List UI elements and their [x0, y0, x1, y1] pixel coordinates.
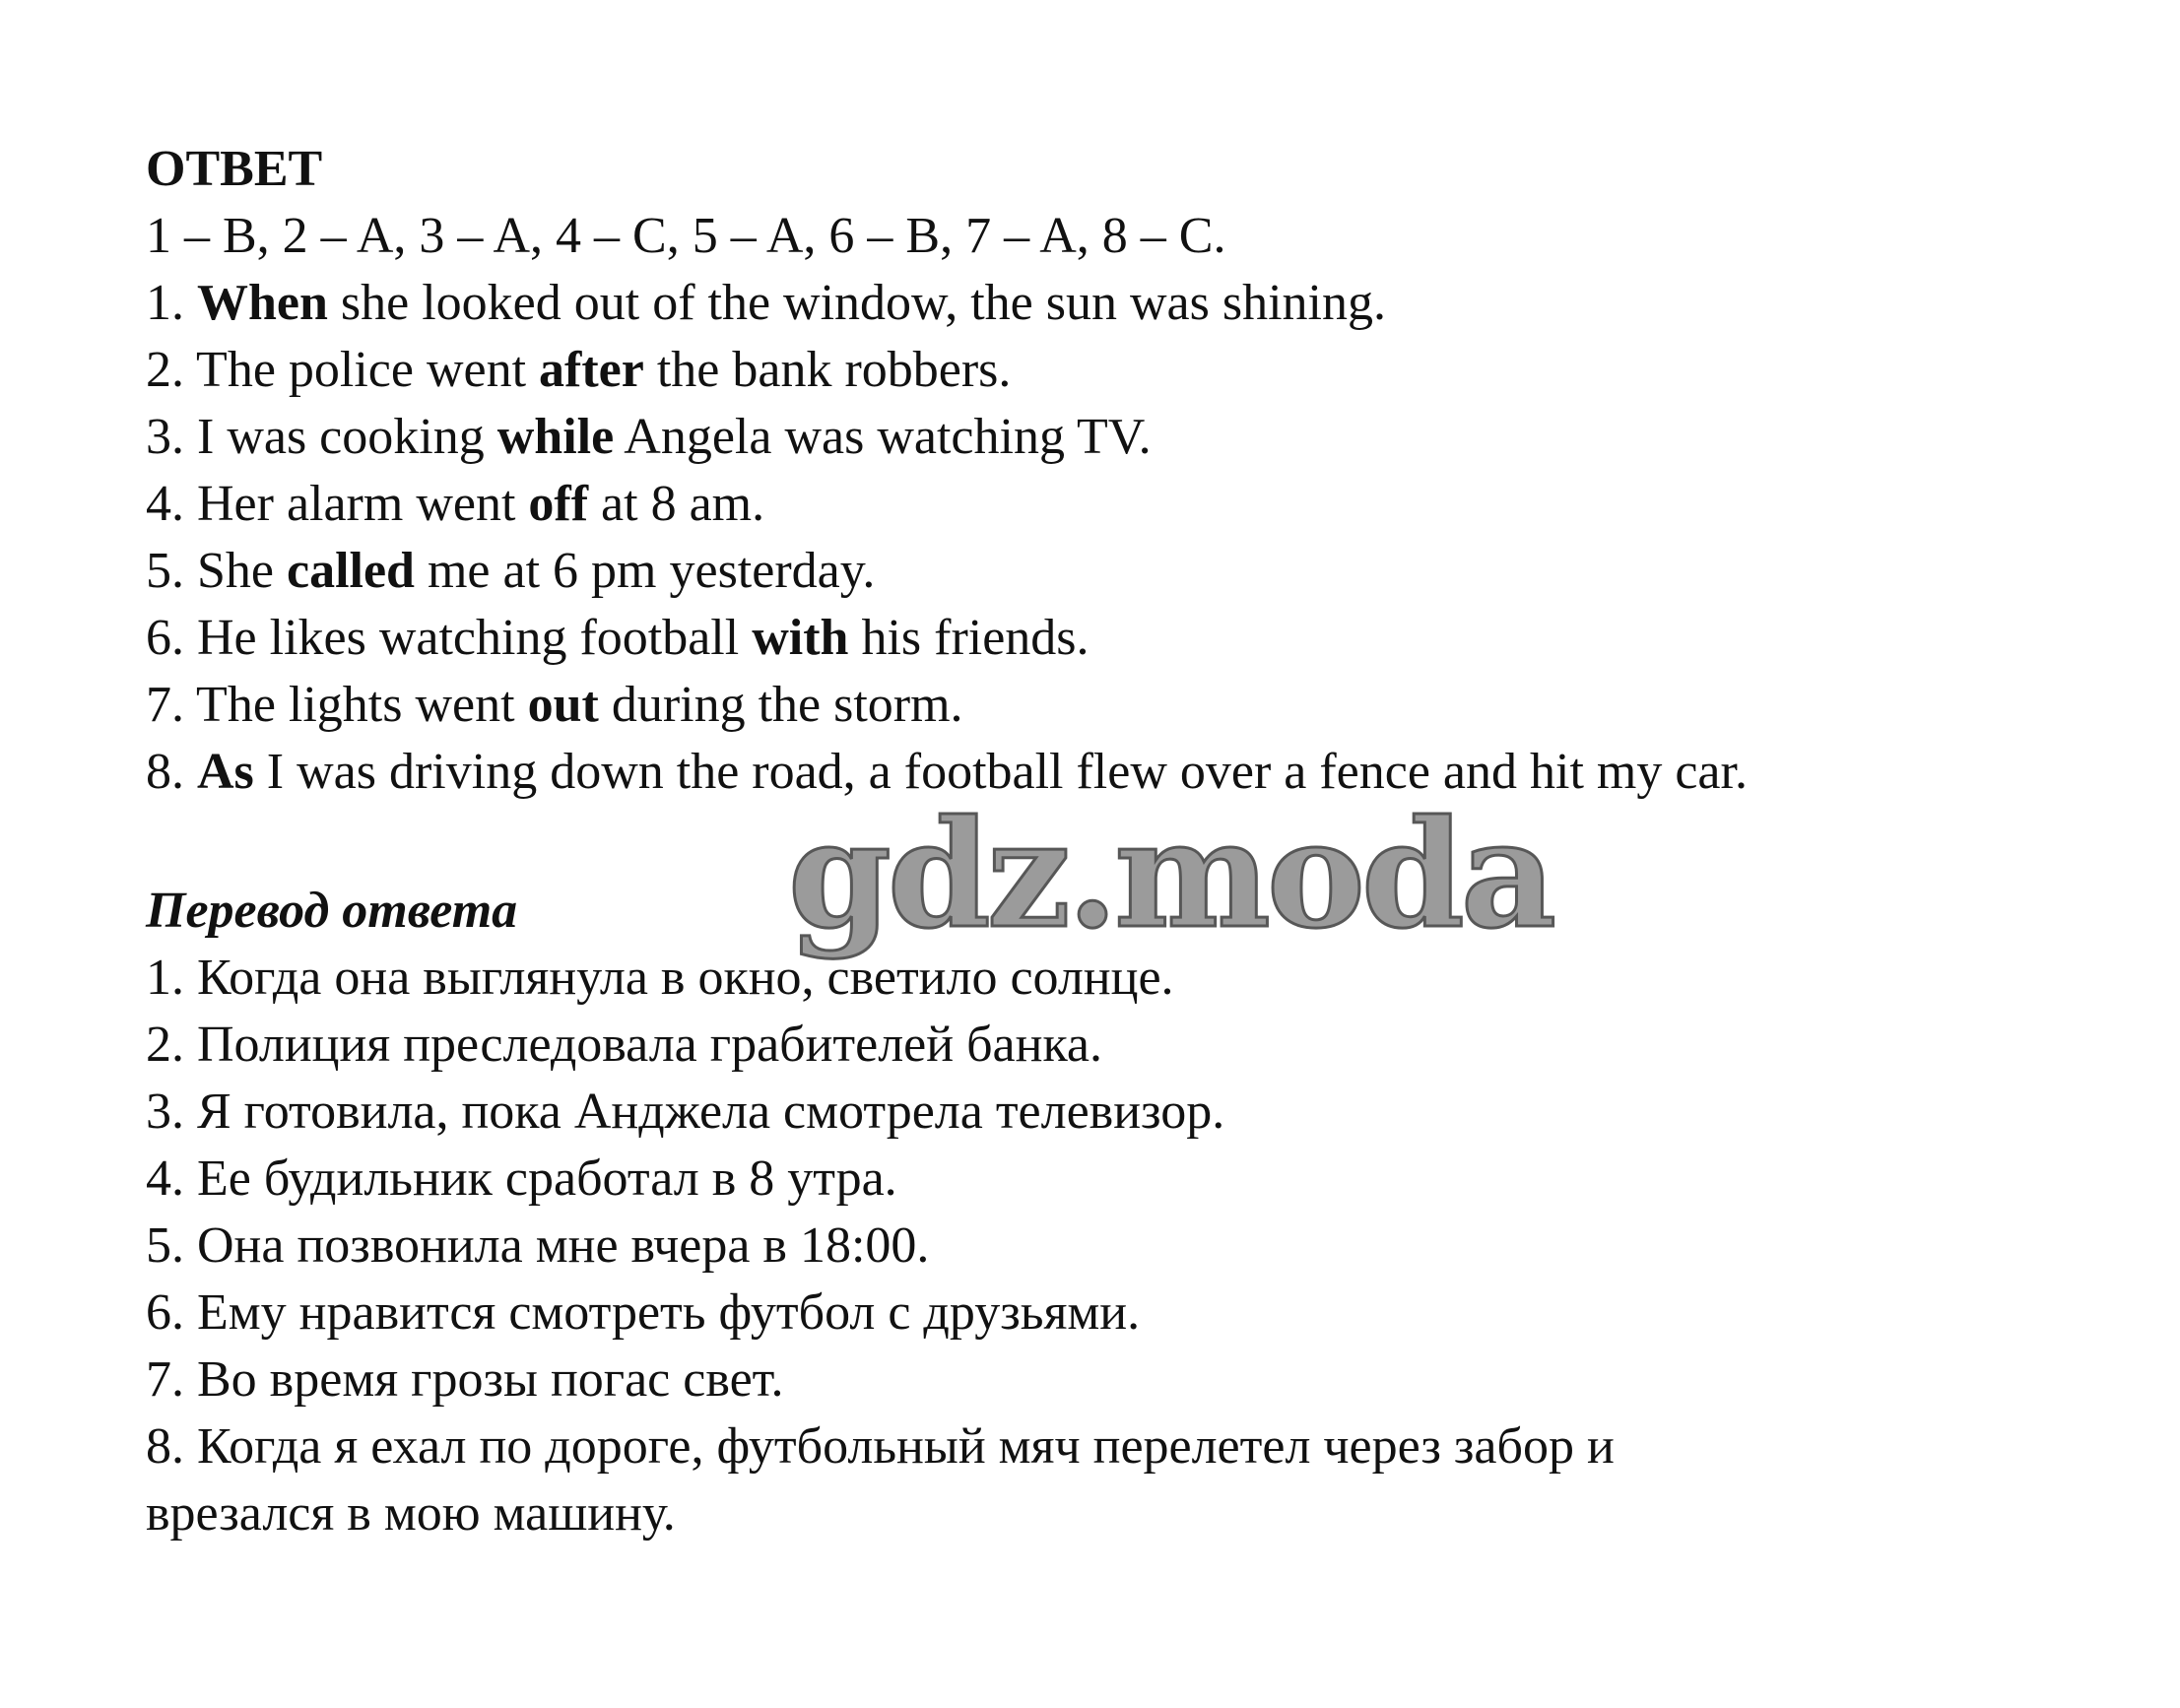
- answer-sentence-6: 6. He likes watching football with his friends.: [146, 610, 1090, 666]
- answer-sentence-2: 2. The police went after the bank robbers.: [146, 342, 1012, 398]
- answer-sentence-5: 5. She called me at 6 pm yesterday.: [146, 543, 876, 599]
- answer-sentence-3: 3. I was cooking while Angela was watching TV.: [146, 409, 1152, 465]
- translation-line-8: 8. Когда я ехал по дороге, футбольный мяч перелетел через забор и: [146, 1418, 1615, 1475]
- answer-sentence-8: 8. As I was driving down the road, a football flew over a fence and hit my car.: [146, 744, 1748, 800]
- translation-line-8-continued: врезался в мою машину.: [146, 1485, 676, 1542]
- translation-line-6: 6. Ему нравится смотреть футбол с друзьями.: [146, 1284, 1141, 1341]
- answer-sentence-4: 4. Her alarm went off at 8 am.: [146, 476, 765, 532]
- answer-sentence-7: 7. The lights went out during the storm.: [146, 677, 963, 733]
- answer-key-line: 1 – B, 2 – A, 3 – A, 4 – C, 5 – A, 6 – B, 7 – A, 8 – C.: [146, 208, 1226, 264]
- answer-heading: ОТВЕТ: [146, 141, 323, 197]
- translation-line-4: 4. Ее будильник сработал в 8 утра.: [146, 1150, 897, 1207]
- answer-sentence-1: 1. When she looked out of the window, the sun was shining.: [146, 275, 1386, 331]
- translation-line-3: 3. Я готовила, пока Анджела смотрела телевизор.: [146, 1084, 1225, 1140]
- translation-line-2: 2. Полиция преследовала грабителей банка.: [146, 1017, 1103, 1073]
- translation-line-5: 5. Она позвонила мне вчера в 18:00.: [146, 1217, 930, 1274]
- translation-heading: Перевод ответа: [146, 883, 518, 939]
- translation-line-1: 1. Когда она выглянула в окно, светило солнце.: [146, 950, 1174, 1006]
- watermark-logo: gdz.moda: [788, 788, 1553, 961]
- translation-line-7: 7. Во время грозы погас свет.: [146, 1351, 784, 1408]
